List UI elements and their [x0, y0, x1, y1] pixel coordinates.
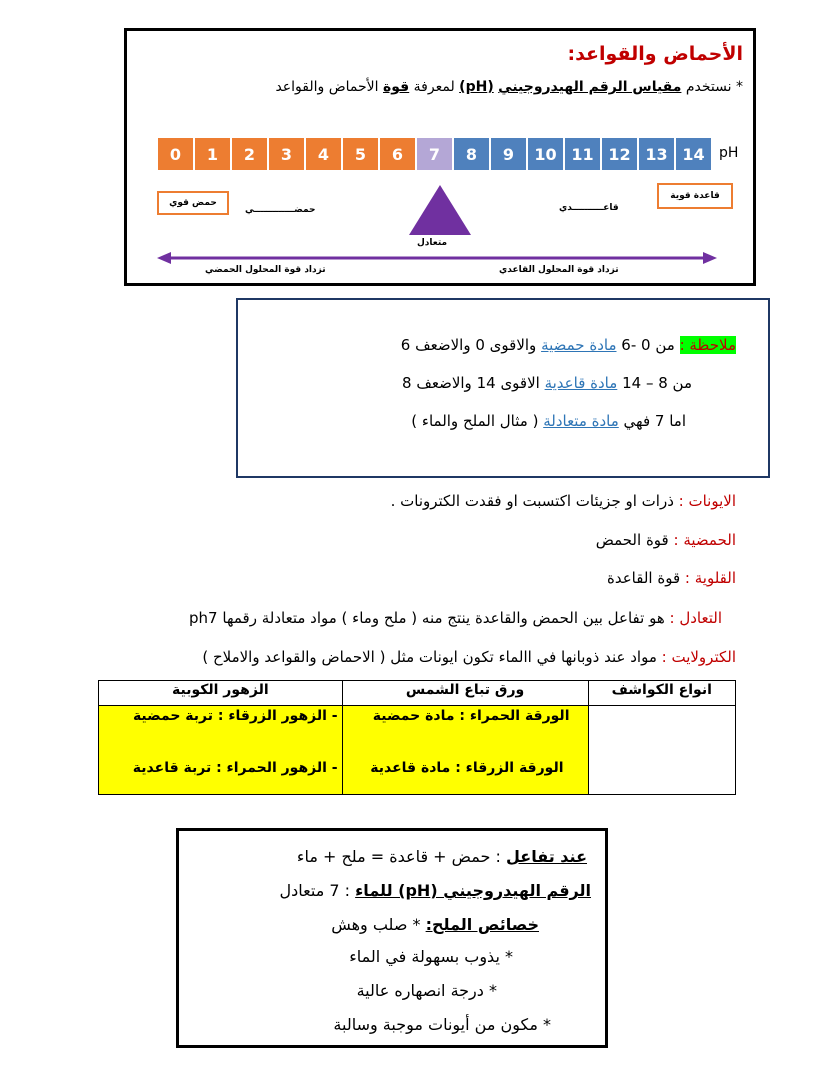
intro-instrument: مقياس الرقم الهيدروجيني [498, 79, 682, 95]
salt-props-line [331, 915, 539, 934]
water-ph-line [280, 881, 591, 900]
def-term: الكترولايت : [661, 648, 736, 666]
note-line-3 [411, 412, 686, 430]
acidic-label: حمضـــــــــــــي [245, 205, 316, 215]
def-acidity [596, 531, 736, 549]
hydrangea-blue: - الزهور الزرقاء : تربة حمضية [132, 708, 338, 724]
ph-cell-7: 7 [416, 137, 453, 171]
hydrangea-cell [99, 706, 343, 795]
ph-scale [157, 137, 712, 171]
salt-prop-dissolve: * يذوب بسهولة في الماء [349, 947, 513, 966]
note-label: ملاحظة : [679, 336, 736, 354]
neutral-label: متعادل [417, 238, 448, 248]
note-l3-b: ( مثال الملح والماء ) [411, 412, 544, 430]
note-l3-a: اما 7 فهي [618, 412, 686, 430]
ph-cell-12: 12 [601, 137, 638, 171]
note-neutral-link: مادة متعادلة [543, 412, 619, 430]
strong-acid-box: حمض قوي [157, 191, 229, 215]
table-cell-empty [588, 706, 736, 795]
salt-prop-melting: * درجة انصهاره عالية [356, 981, 497, 1000]
litmus-cell [342, 706, 588, 795]
salt-prop-ions: * مكون من أيونات موجبة وسالبة [333, 1015, 551, 1034]
strong-base-box: قاعدة قوية [657, 183, 733, 209]
ph-cell-9: 9 [490, 137, 527, 171]
note-l1-b: والاقوى 0 والاضعف 6 [400, 336, 542, 354]
ph-cell-14: 14 [675, 137, 712, 171]
table-header: ورق تباع الشمس [342, 681, 588, 706]
def-neutralization [189, 609, 722, 627]
ph-cell-4: 4 [305, 137, 342, 171]
def-text: هو تفاعل بين الحمض والقاعدة ينتج منه ( ملح وماء ) مواد متعادلة رقمها ph7 [189, 609, 670, 627]
def-ions [391, 492, 736, 510]
def-term: القلوية : [684, 569, 736, 587]
note-box [236, 298, 770, 478]
table-header-row [99, 681, 736, 706]
ph-intro-line [275, 79, 743, 95]
table-header: انواع الكواشف [588, 681, 736, 706]
ph-cell-8: 8 [453, 137, 490, 171]
note-acid-link: مادة حمضية [541, 336, 617, 354]
double-arrow-icon [157, 251, 717, 265]
ph-cell-11: 11 [564, 137, 601, 171]
intro-star: * نستخدم [681, 79, 743, 95]
ph-cell-5: 5 [342, 137, 379, 171]
intro-ph: (pH) [459, 79, 494, 95]
litmus-red: الورقة الحمراء : مادة حمضية [372, 708, 570, 724]
intro-end: الأحماض والقواعد [275, 79, 383, 95]
water-ph-text: : 7 متعادل [279, 881, 356, 900]
acid-increase-label: تزداد قوة المحلول الحمضي [205, 265, 326, 275]
basic-label: قاعــــــــــدي [559, 203, 619, 213]
table-header: الزهور الكوبية [99, 681, 343, 706]
def-text: قوة القاعدة [607, 569, 685, 587]
def-text: ذرات او جزيئات اكتسبت او فقدت الكترونات . [390, 492, 679, 510]
indicators-table [98, 680, 736, 795]
def-alkalinity [607, 569, 736, 587]
def-term: التعادل : [669, 609, 722, 627]
section-title: الأحماض والقواعد: [567, 43, 743, 65]
salt-props-head: خصائص الملح: [425, 915, 539, 934]
table-row [99, 706, 736, 795]
reaction-head: عند تفاعل [505, 847, 587, 866]
note-l2-a: من 8 – 14 [617, 374, 692, 392]
ph-cell-10: 10 [527, 137, 564, 171]
def-text: قوة الحمض [595, 531, 674, 549]
ph-scale-label: pH [719, 145, 739, 161]
ph-cell-3: 3 [268, 137, 305, 171]
ph-cell-2: 2 [231, 137, 268, 171]
ph-cell-1: 1 [194, 137, 231, 171]
note-l2-b: الاقوى 14 والاضعف 8 [402, 374, 545, 392]
neutral-triangle-icon [407, 183, 473, 237]
note-l1-a: من 0 -6 [616, 336, 680, 354]
reaction-line [297, 847, 587, 866]
base-increase-label: تزداد قوة المحلول القاعدي [499, 265, 619, 275]
ph-cell-6: 6 [379, 137, 416, 171]
intro-strength: قوة [383, 79, 410, 95]
note-base-link: مادة قاعدية [544, 374, 618, 392]
def-term: الايونات : [678, 492, 736, 510]
note-line-1 [401, 336, 736, 354]
salt-summary-box [176, 828, 608, 1048]
salt-props-text: * صلب وهش [331, 915, 426, 934]
reaction-text: : حمض + قاعدة = ملح + ماء [296, 847, 506, 866]
ph-scale-box [124, 28, 756, 286]
ph-cell-0: 0 [157, 137, 194, 171]
intro-mid: لمعرفة [409, 79, 460, 95]
litmus-blue: الورقة الزرقاء : مادة قاعدية [370, 760, 564, 776]
def-term: الحمضية : [673, 531, 736, 549]
hydrangea-red: - الزهور الحمراء : تربة قاعدية [132, 760, 338, 776]
def-electrolyte [202, 648, 736, 666]
def-text: مواد عند ذوبانها في االماء تكون ايونات مثل ( الاحماض والقواعد والاملاح ) [202, 648, 662, 666]
ph-cell-13: 13 [638, 137, 675, 171]
water-ph-head: الرقم الهيدروجيني (pH) للماء [355, 881, 591, 900]
note-line-2 [402, 374, 692, 392]
